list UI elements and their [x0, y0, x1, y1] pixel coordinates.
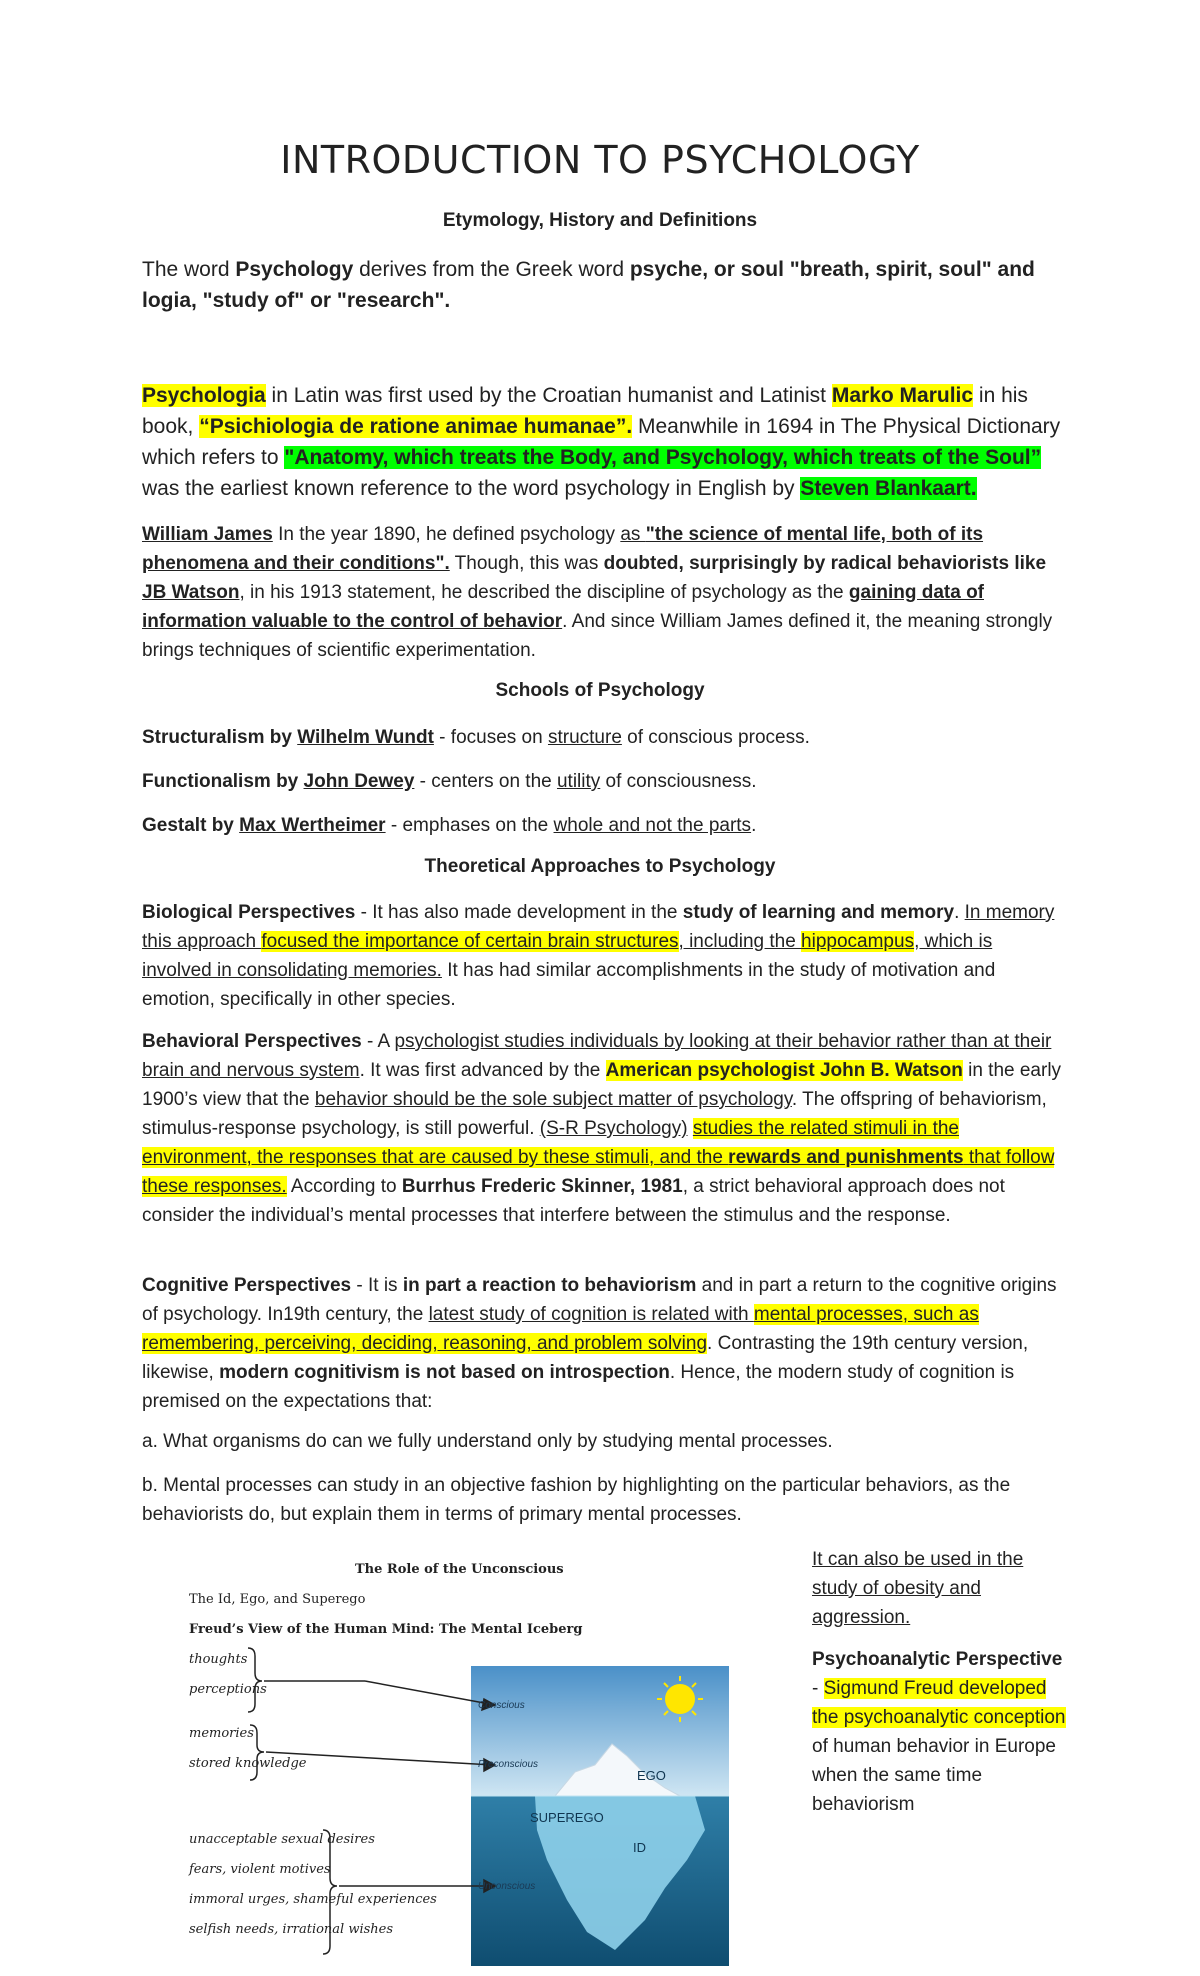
- page-title: INTRODUCTION TO PSYCHOLOGY: [280, 138, 920, 182]
- section-heading-etymology: Etymology, History and Definitions: [442, 210, 758, 231]
- side-note-obesity: It can also be used in the study of obesity and aggression.: [812, 1549, 1024, 1628]
- paragraph-cognitive: Cognitive Perspectives - It is in part a reaction to behaviorism and in part a return to the cognitive origins of psychology. In19th century, the latest study of cognition is related with mental processes, such as remembering, perceiving, deciding, reasoning, and problem solving. Contrasting the 19th century version, likewise, modern cognitivism is not based on introspection. Hence, the modern study of cognition is premised on the expectations that:: [142, 1275, 1057, 1412]
- section-heading-schools: Schools of Psychology: [495, 680, 705, 701]
- label-ego: EGO: [637, 1768, 666, 1783]
- side-paragraph-psychoanalytic: Psychoanalytic Perspective - Sigmund Freud developed the psychoanalytic conception of human behavior in Europe when the same time behaviorism: [812, 1649, 1066, 1815]
- arrows: [264, 1681, 495, 1892]
- conscious-item: thoughts: [189, 1652, 248, 1667]
- label-conscious: Conscious: [478, 1700, 525, 1711]
- iceberg-figure: [175, 1560, 815, 1966]
- preconscious-item: stored knowledge: [189, 1756, 307, 1771]
- paragraph-william-james: William James In the year 1890, he defined psychology as "the science of mental life, both of its phenomena and their conditions". Though, this was doubted, surprisingly by radical behaviorists like JB Watson, in his 1913 statement, he described the discipline of psychology as the gaining data of information valuable to the control of behavior. And since William James defined it, the meaning strongly brings techniques of scientific experimentation.: [142, 524, 1053, 661]
- unconscious-item: immoral urges, shameful experiences: [189, 1892, 437, 1907]
- paragraph-latin-origin: Psychologia in Latin was first used by the Croatian humanist and Latinist Marko Marulic in his book, “Psichiologia de ratione animae humanae”. Meanwhile in 1694 in The Physical Dictionary which refers to "Anatomy, which treats the Body, and Psychology, which treats of the Soul” was the earliest known reference to the word psychology in English by Steven Blankaart.: [142, 384, 1061, 500]
- label-superego: SUPEREGO: [530, 1810, 604, 1825]
- label-id: ID: [633, 1840, 646, 1855]
- unconscious-item: unacceptable sexual desires: [189, 1832, 375, 1847]
- label-unconscious: Unconscious: [478, 1881, 536, 1892]
- label-preconscious: Preconscious: [478, 1759, 539, 1770]
- list-item-a: a. What organisms do can we fully understand only by studying mental processes.: [142, 1431, 833, 1452]
- figure-title: The Role of the Unconscious: [355, 1562, 564, 1577]
- sun-icon: [665, 1684, 695, 1714]
- preconscious-item: memories: [189, 1726, 254, 1741]
- unconscious-item: selfish needs, irrational wishes: [189, 1922, 394, 1937]
- paragraph-biological: Biological Perspectives - It has also made development in the study of learning and memory. In memory this approach focused the importance of certain brain structures, including the hippocampus, which is involved in consolidating memories. It has had similar accomplishments in the study of motivation and emotion, specifically in other species.: [142, 902, 1055, 1010]
- paragraph-behavioral: Behavioral Perspectives - A psychologist studies individuals by looking at their behavior rather than at their brain and nervous system. It was first advanced by the American psychologist John B. Watson in the early 1900’s view that the behavior should be the sole subject matter of psychology. The offspring of behaviorism, stimulus-response psychology, is still powerful. (S-R Psychology) studies the related stimuli in the environment, the responses that are caused by these stimuli, and the rewards and punishments that follow these responses. According to Burrhus Frederic Skinner, 1981, a strict behavioral approach does not consider the individual’s mental processes that interfere between the stimulus and the response.: [142, 1031, 1062, 1226]
- list-item-b: b. Mental processes can study in an objective fashion by highlighting on the particular behaviors, as the behaviorists do, but explain them in terms of primary mental processes.: [142, 1475, 1011, 1525]
- figure-subtitle: The Id, Ego, and Superego: [189, 1592, 366, 1607]
- paragraph-etymology: The word Psychology derives from the Greek word psyche, or soul "breath, spirit, soul" and logia, "study of" or "research".: [142, 258, 1035, 312]
- school-structuralism: Structuralism by Wilhelm Wundt - focuses on structure of conscious process.: [142, 727, 810, 748]
- unconscious-item: fears, violent motives: [189, 1862, 331, 1877]
- section-heading-approaches: Theoretical Approaches to Psychology: [424, 856, 776, 877]
- conscious-item: perceptions: [189, 1682, 267, 1697]
- school-gestalt: Gestalt by Max Wertheimer - emphases on the whole and not the parts.: [142, 815, 757, 836]
- figure-heading: Freud’s View of the Human Mind: The Mental Iceberg: [189, 1622, 583, 1637]
- school-functionalism: Functionalism by John Dewey - centers on the utility of consciousness.: [142, 771, 757, 792]
